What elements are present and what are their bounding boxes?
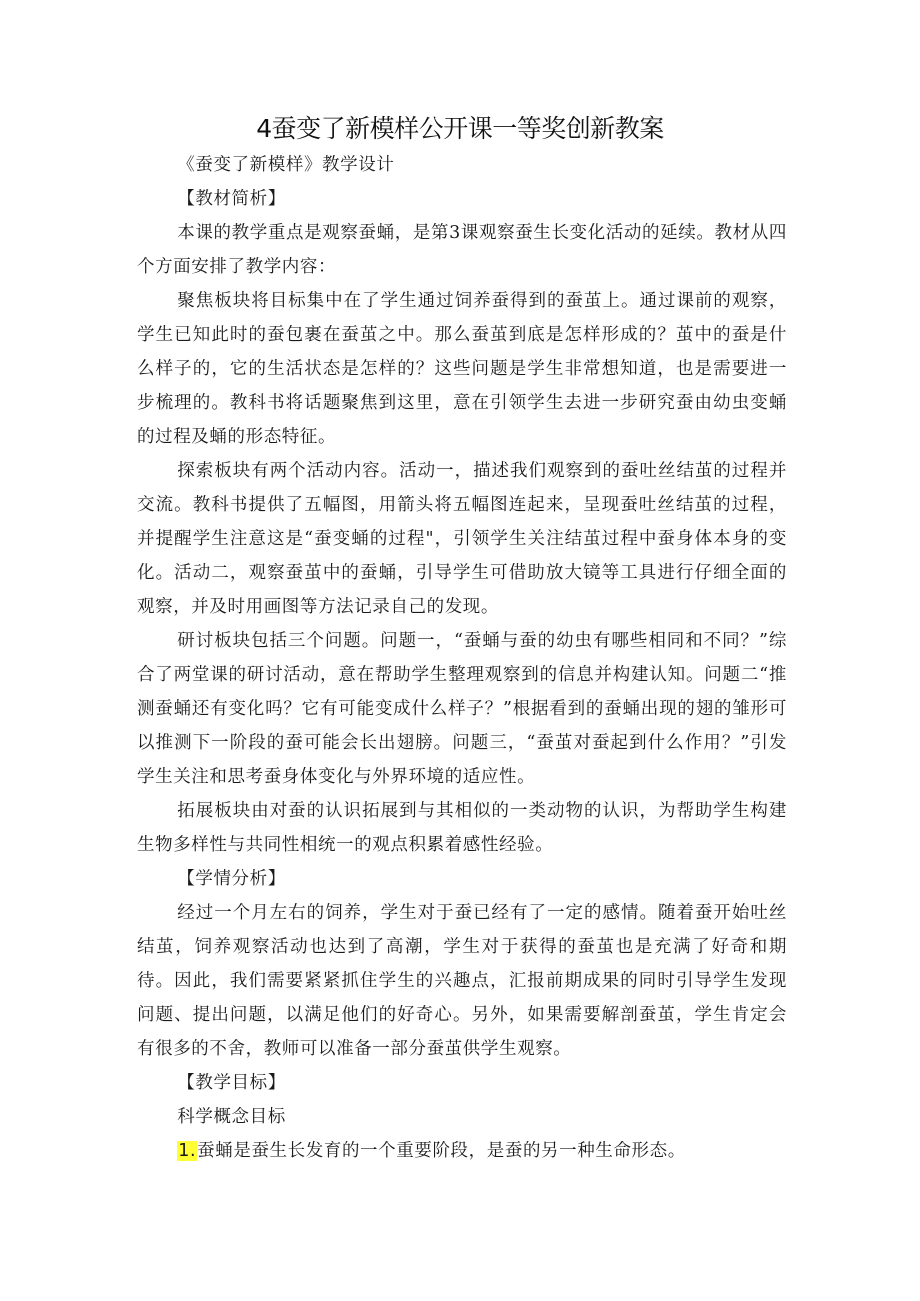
paragraph: 研讨板块包括三个问题。问题一，“蚕蛹与蚕的幼虫有哪些相同和不同？”综合了两堂课的研讨活动，意在帮助学生整理观察到的信息并构建认知。问题二“推测蚕蛹还有变化吗？它有可能变成什么样子？”根据看到的蚕蛹出现的翅的雏形可以推测下一阶段的蚕可能会长出翅膀。问题三，“蚕茧对蚕起到什么作用？”引发学生关注和思考蚕身体变化与外界环境的适应性。 xyxy=(137,631,787,787)
paragraph: 探索板块有两个活动内容。活动一，描述我们观察到的蚕吐丝结茧的过程并交流。教科书提供了五幅图，用箭头将五幅图连起来，呈现蚕吐丝结茧的过程，并提醒学生注意这是“蚕变蛹的过程"，引领学生关注结茧过程中蚕身体本身的变化。活动二，观察蚕茧中的蚕蛹，引导学生可借助放大镜等工具进行仔细全面的观察，并及时用画图等方法记录自己的发现。 xyxy=(137,461,787,617)
document-body xyxy=(137,148,787,1168)
paragraph: 本课的教学重点是观察蚕蛹，是第3课观察蚕生长变化活动的延续。教材从四个方面安排了教学内容： xyxy=(137,223,787,277)
section-heading-textbook-analysis: 【教材简析】 xyxy=(177,189,286,209)
paragraph: 聚焦板块将目标集中在了学生通过饲养蚕得到的蚕茧上。通过课前的观察，学生已知此时的蚕包裹在蚕茧之中。那么蚕茧到底是怎样形成的？茧中的蚕是什么样子的，它的生活状态是怎样的？这些问题是学生非常想知道，也是需要进一步梳理的。教科书将话题聚焦到这里，意在引领学生去进一步研究蚕由幼虫变蛹的过程及蛹的形态特征。 xyxy=(137,291,787,447)
paragraph: 拓展板块由对蚕的认识拓展到与其相似的一类动物的认识，为帮助学生构建生物多样性与共同性相统一的观点积累着感性经验。 xyxy=(137,801,787,855)
goal-item-text: 蚕蛹是蚕生长发育的一个重要阶段，是蚕的另一种生命形态。 xyxy=(197,1141,686,1161)
section-heading-learner-analysis: 【学情分析】 xyxy=(177,869,286,889)
goal-item xyxy=(137,1134,787,1168)
goal-item-number: 1. xyxy=(178,1141,197,1161)
document-subtitle: 《蚕变了新模样》教学设计 xyxy=(177,155,395,175)
section-heading-teaching-goals: 【教学目标】 xyxy=(177,1073,286,1093)
goals-subheading: 科学概念目标 xyxy=(177,1107,286,1127)
document-title: 4蚕变了新模样公开课一等奖创新教案 xyxy=(256,114,664,143)
paragraph: 经过一个月左右的饲养，学生对于蚕已经有了一定的感情。随着蚕开始吐丝结茧，饲养观察活动也达到了高潮，学生对于获得的蚕茧也是充满了好奇和期待。因此，我们需要紧紧抓住学生的兴趣点，汇报前期成果的同时引导学生发现问题、提出问题，以满足他们的好奇心。另外，如果需要解剖蚕茧，学生肯定会有很多的不舍，教师可以准备一部分蚕茧供学生观察。 xyxy=(137,903,787,1059)
